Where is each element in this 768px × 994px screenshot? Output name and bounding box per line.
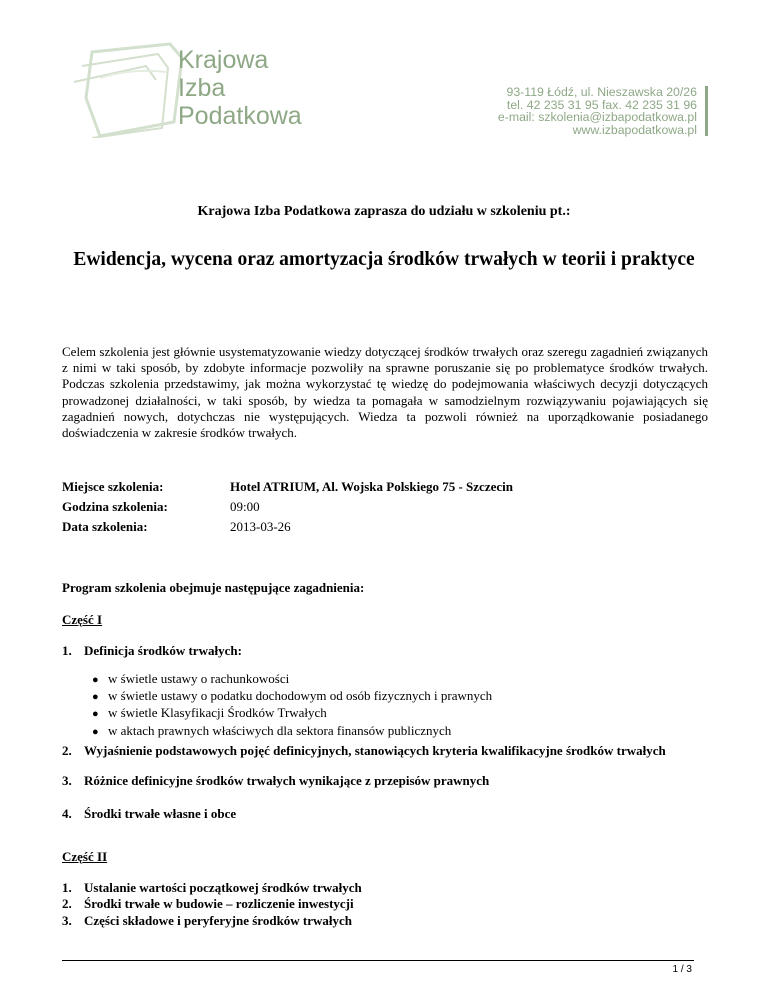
contact-address: 93-119 Łódź, ul. Nieszawska 20/26 xyxy=(506,85,697,99)
footer-divider xyxy=(62,960,694,961)
training-info xyxy=(62,477,513,537)
bullet-icon: ● xyxy=(92,708,99,721)
part1-item xyxy=(62,806,236,822)
part1-item xyxy=(62,743,666,759)
item-number: 3. xyxy=(62,773,72,788)
logo-text xyxy=(178,46,302,130)
invitation-line: Krajowa Izba Podatkowa zaprasza do udziału w szkoleniu pt.: xyxy=(197,204,571,219)
part2-list xyxy=(62,880,362,929)
bullet-icon: ● xyxy=(92,691,99,704)
info-row-date xyxy=(62,517,513,537)
logo-line: Izba xyxy=(178,74,226,102)
place-value: Hotel ATRIUM, Al. Wojska Polskiego 75 - Szczecin xyxy=(230,479,513,494)
bullet-item xyxy=(92,688,492,705)
time-value: 09:00 xyxy=(230,499,260,514)
contact-website[interactable]: www.izbapodatkowa.pl xyxy=(572,122,697,137)
part2-item xyxy=(62,880,362,896)
part1-item xyxy=(62,773,489,789)
item-text: Wyjaśnienie podstawowych pojęć definicyjnych, stanowiących kryteria kwalifikacyjne środków trwałych xyxy=(84,743,666,758)
bullet-text: w świetle ustawy o podatku dochodowym od osób fizycznych i prawnych xyxy=(108,688,493,704)
date-value: 2013-03-26 xyxy=(230,519,291,534)
bullet-text: w świetle Klasyfikacji Środków Trwałych xyxy=(108,705,327,721)
bullet-text: w świetle ustawy o rachunkowości xyxy=(108,671,290,686)
item-text: Różnice definicyjne środków trwałych wynikające z przepisów prawnych xyxy=(84,773,490,788)
program-heading: Program szkolenia obejmuje następujące zagadnienia: xyxy=(62,580,365,595)
bullet-list xyxy=(92,671,492,740)
contact-phone: tel. 42 235 31 95 fax. 42 235 31 96 xyxy=(506,97,697,112)
logo-line: Podatkowa xyxy=(178,102,302,130)
bullet-icon: ● xyxy=(92,674,99,686)
part2-item xyxy=(62,896,362,912)
item-text: Środki trwałe w budowie – rozliczenie inwestycji xyxy=(84,896,354,912)
item-text: Definicja środków trwałych: xyxy=(84,643,242,658)
item-text: Środki trwałe własne i obce xyxy=(84,806,237,821)
item-text: Ustalanie wartości początkowej środków trwałych xyxy=(84,880,362,895)
bullet-text: w aktach prawnych właściwych dla sektora finansów publicznych xyxy=(108,722,452,738)
item-text: Części składowe i peryferyjne środków trwałych xyxy=(84,912,353,928)
training-title: Ewidencja, wycena oraz amortyzacja środków trwałych w teorii i praktyce xyxy=(73,249,695,270)
part1-item xyxy=(62,643,242,659)
info-row-time xyxy=(62,497,513,517)
bullet-item xyxy=(92,723,492,740)
item-number: 1. xyxy=(62,880,72,895)
training-description: Celem szkolenia jest głównie usystematyzowanie wiedzy dotyczącej środków trwałych oraz szeregu zagadnień związanych z nimi w taki sposób, by zdobyte informacje pozwoliły na sprawne poruszanie się po problematyce środków trwałych. Podczas szkolenia przedstawimy, jak można wykorzystać tę wiedzę do podejmowania właściwych decyzji dotyczących prowadzonej działalności, w taki sposób, by wiedza ta pomagała w samodzielnym rozwiązywaniu pojawiających się zagadnień nowych, dotychczas nie występujących. Wiedza ta pozwoli również na uporządkowanie posiadanego doświadczenia w zakresie środków trwałych. xyxy=(62,344,708,441)
bullet-item xyxy=(92,705,492,722)
part2-heading: Część II xyxy=(62,849,108,864)
contact-email[interactable]: e-mail: szkolenia@izbapodatkowa.pl xyxy=(497,110,697,124)
contact-block xyxy=(498,86,708,136)
item-number: 2. xyxy=(62,743,72,758)
bullet-item xyxy=(92,671,492,688)
info-row-place xyxy=(62,477,513,497)
part1-heading: Część I xyxy=(62,612,103,627)
item-number: 1. xyxy=(62,643,72,658)
date-label: Data szkolenia: xyxy=(62,519,148,534)
item-number: 3. xyxy=(62,912,72,928)
time-label: Godzina szkolenia: xyxy=(62,499,168,514)
logo-line: Krajowa xyxy=(178,46,269,74)
part2-item xyxy=(62,913,362,929)
place-label: Miejsce szkolenia: xyxy=(62,479,164,494)
bullet-icon: ● xyxy=(92,725,99,738)
item-number: 4. xyxy=(62,806,72,821)
page-number: 1 / 3 xyxy=(672,964,692,975)
item-number: 2. xyxy=(62,896,72,912)
